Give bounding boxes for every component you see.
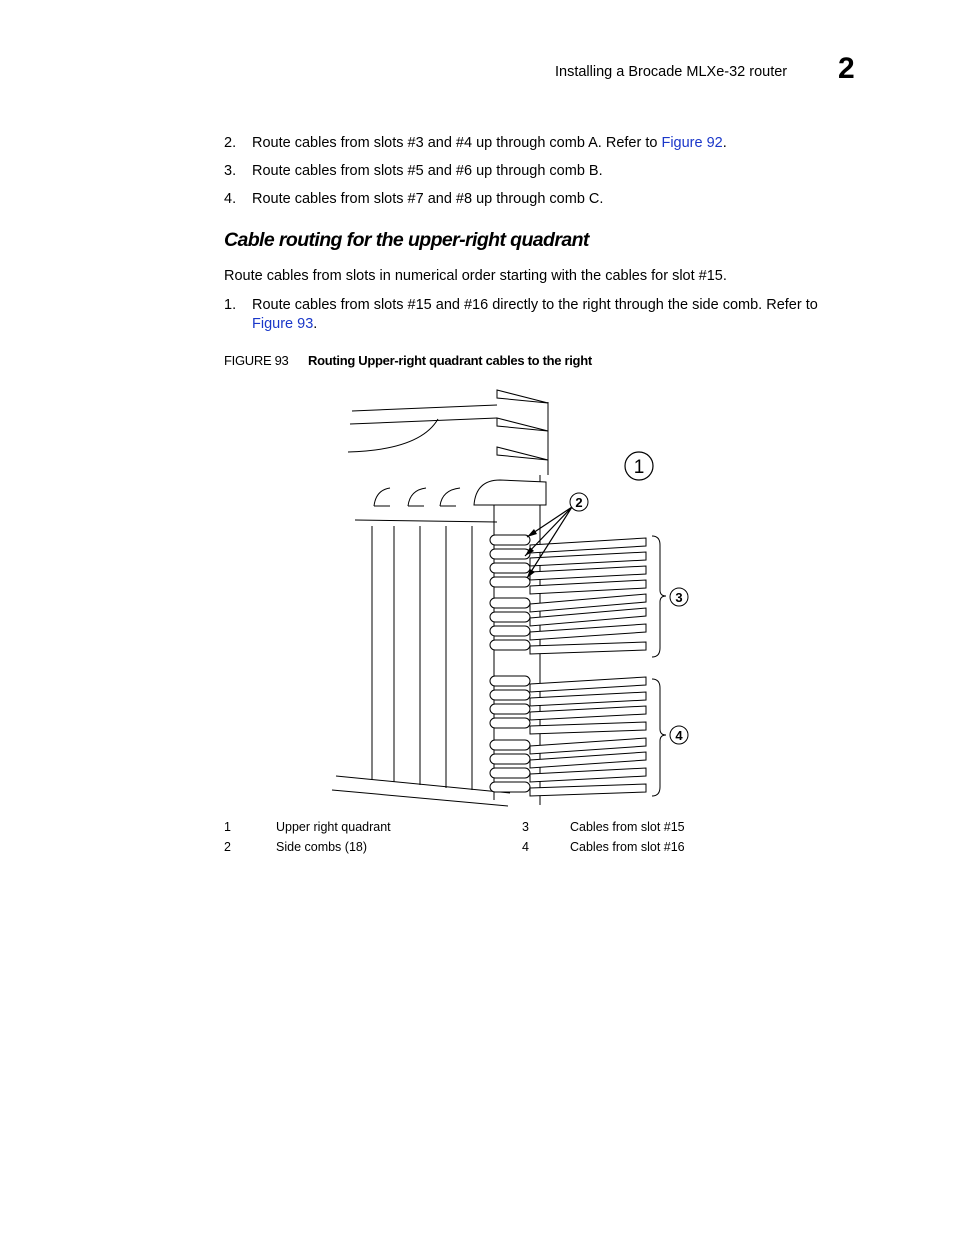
callout-1: [625, 452, 653, 480]
step-number: 4.: [224, 191, 237, 207]
callout-4: [652, 679, 688, 796]
callout-4-label: 4: [675, 728, 683, 743]
figure-title: Routing Upper-right quadrant cables to the right: [308, 353, 592, 368]
callout-2-label: 2: [575, 495, 583, 510]
step-text: Route cables from slots #15 and #16 directly to the right through the side comb. Refer to Figure 93.: [252, 297, 818, 332]
figure-93-link[interactable]: Figure 93: [252, 316, 314, 332]
callout-3: [652, 536, 688, 657]
callout-1-label: 1: [633, 457, 645, 478]
cable-routing-illustration: [330, 385, 700, 815]
running-header-title: Installing a Brocade MLXe-32 router: [555, 64, 788, 80]
side-comb: [490, 535, 530, 792]
step-text: Route cables from slots #3 and #4 up through comb A. Refer to Figure 92.: [252, 135, 727, 151]
chapter-number: 2: [838, 52, 855, 85]
section-heading: Cable routing for the upper-right quadrant: [224, 229, 589, 251]
figure-caption: [224, 353, 592, 368]
legend-num: 3: [522, 820, 529, 834]
step-text: Route cables from slots #7 and #8 up through comb C.: [252, 191, 604, 207]
cables-slot-15: [530, 538, 646, 654]
section-intro: Route cables from slots in numerical order starting with the cables for slot #15.: [224, 268, 727, 284]
callout-2: [525, 493, 588, 578]
step-number: 2.: [224, 135, 237, 151]
legend-num: 4: [522, 840, 529, 854]
legend-text: Cables from slot #16: [570, 840, 685, 854]
callout-3-label: 3: [675, 590, 683, 605]
step-text: Route cables from slots #5 and #6 up through comb B.: [252, 163, 603, 179]
step-number: 1.: [224, 297, 237, 313]
figure-label: FIGURE 93: [224, 353, 289, 368]
figure-92-link[interactable]: Figure 92: [661, 135, 723, 151]
cables-slot-16: [530, 677, 646, 796]
legend-num: 1: [224, 820, 231, 834]
legend-num: 2: [224, 840, 231, 854]
legend-text: Side combs (18): [276, 840, 368, 854]
step-number: 3.: [224, 163, 237, 179]
legend-text: Upper right quadrant: [276, 820, 391, 834]
legend-text: Cables from slot #15: [570, 820, 685, 834]
